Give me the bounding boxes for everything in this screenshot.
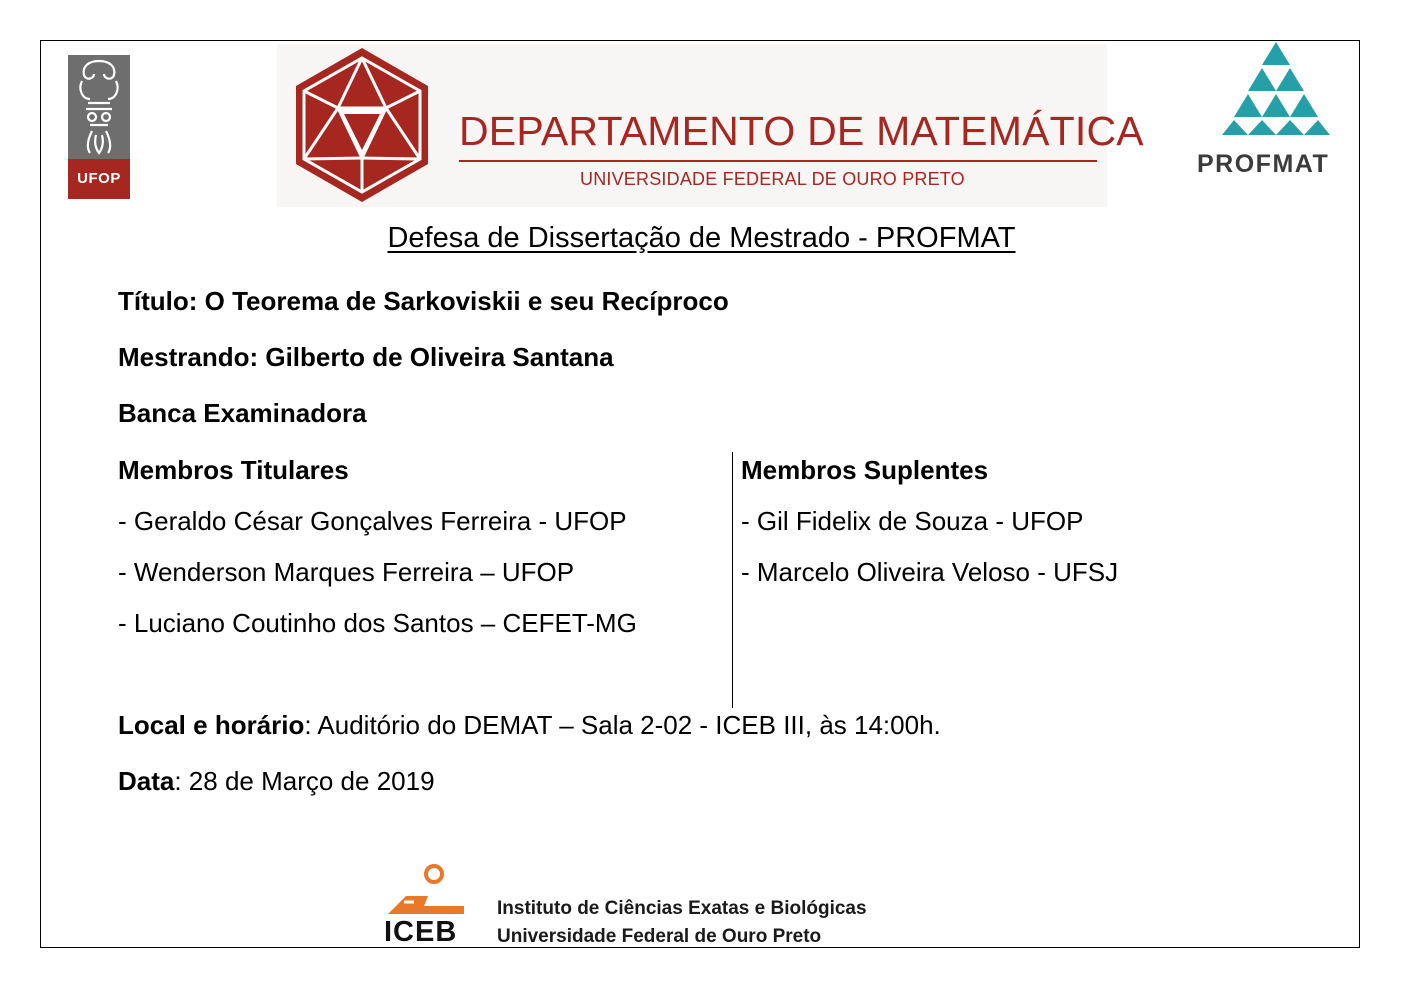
titular-member: - Wenderson Marques Ferreira – UFOP [118, 557, 575, 587]
department-title: DEPARTAMENTO DE MATEMÁTICA [459, 108, 1144, 154]
suplente-member: - Marcelo Oliveira Veloso - UFSJ [741, 557, 1119, 587]
ufop-logo [68, 55, 130, 199]
department-underline [459, 160, 1097, 162]
titular-heading: Membros Titulares [118, 455, 349, 485]
suplentes-heading: Membros Suplentes [741, 455, 989, 485]
titular-member: - Luciano Coutinho dos Santos – CEFET-MG [118, 608, 637, 638]
iceb-figure-icon [384, 862, 466, 918]
titular-member: - Geraldo César Gonçalves Ferreira - UFOP [118, 506, 627, 536]
ufop-emblem-icon [68, 55, 130, 159]
dissertation-title: Título: O Teorema de Sarkoviskii e seu Recíproco [118, 286, 729, 316]
iceb-label: ICEB [384, 916, 458, 948]
profmat-label: PROFMAT [1197, 150, 1330, 178]
department-subtitle: UNIVERSIDADE FEDERAL DE OURO PRETO [580, 169, 965, 189]
committee-heading: Banca Examinadora [118, 398, 367, 428]
defense-date: Data: 28 de Março de 2019 [118, 766, 435, 796]
page-title: Defesa de Dissertação de Mestrado - PROFMAT [387, 222, 1016, 254]
icosahedron-icon [292, 46, 432, 204]
column-divider [732, 452, 733, 708]
iceb-institute: Instituto de Ciências Exatas e Biológicas [497, 898, 867, 919]
iceb-university: Universidade Federal de Ouro Preto [497, 926, 822, 947]
ufop-label: UFOP [68, 159, 130, 199]
profmat-triangles-icon [1222, 42, 1330, 136]
location-time: Local e horário: Auditório do DEMAT – Sala 2-02 - ICEB III, às 14:00h. [118, 710, 941, 740]
suplente-member: - Gil Fidelix de Souza - UFOP [741, 506, 1084, 536]
student-name: Mestrando: Gilberto de Oliveira Santana [118, 342, 614, 372]
